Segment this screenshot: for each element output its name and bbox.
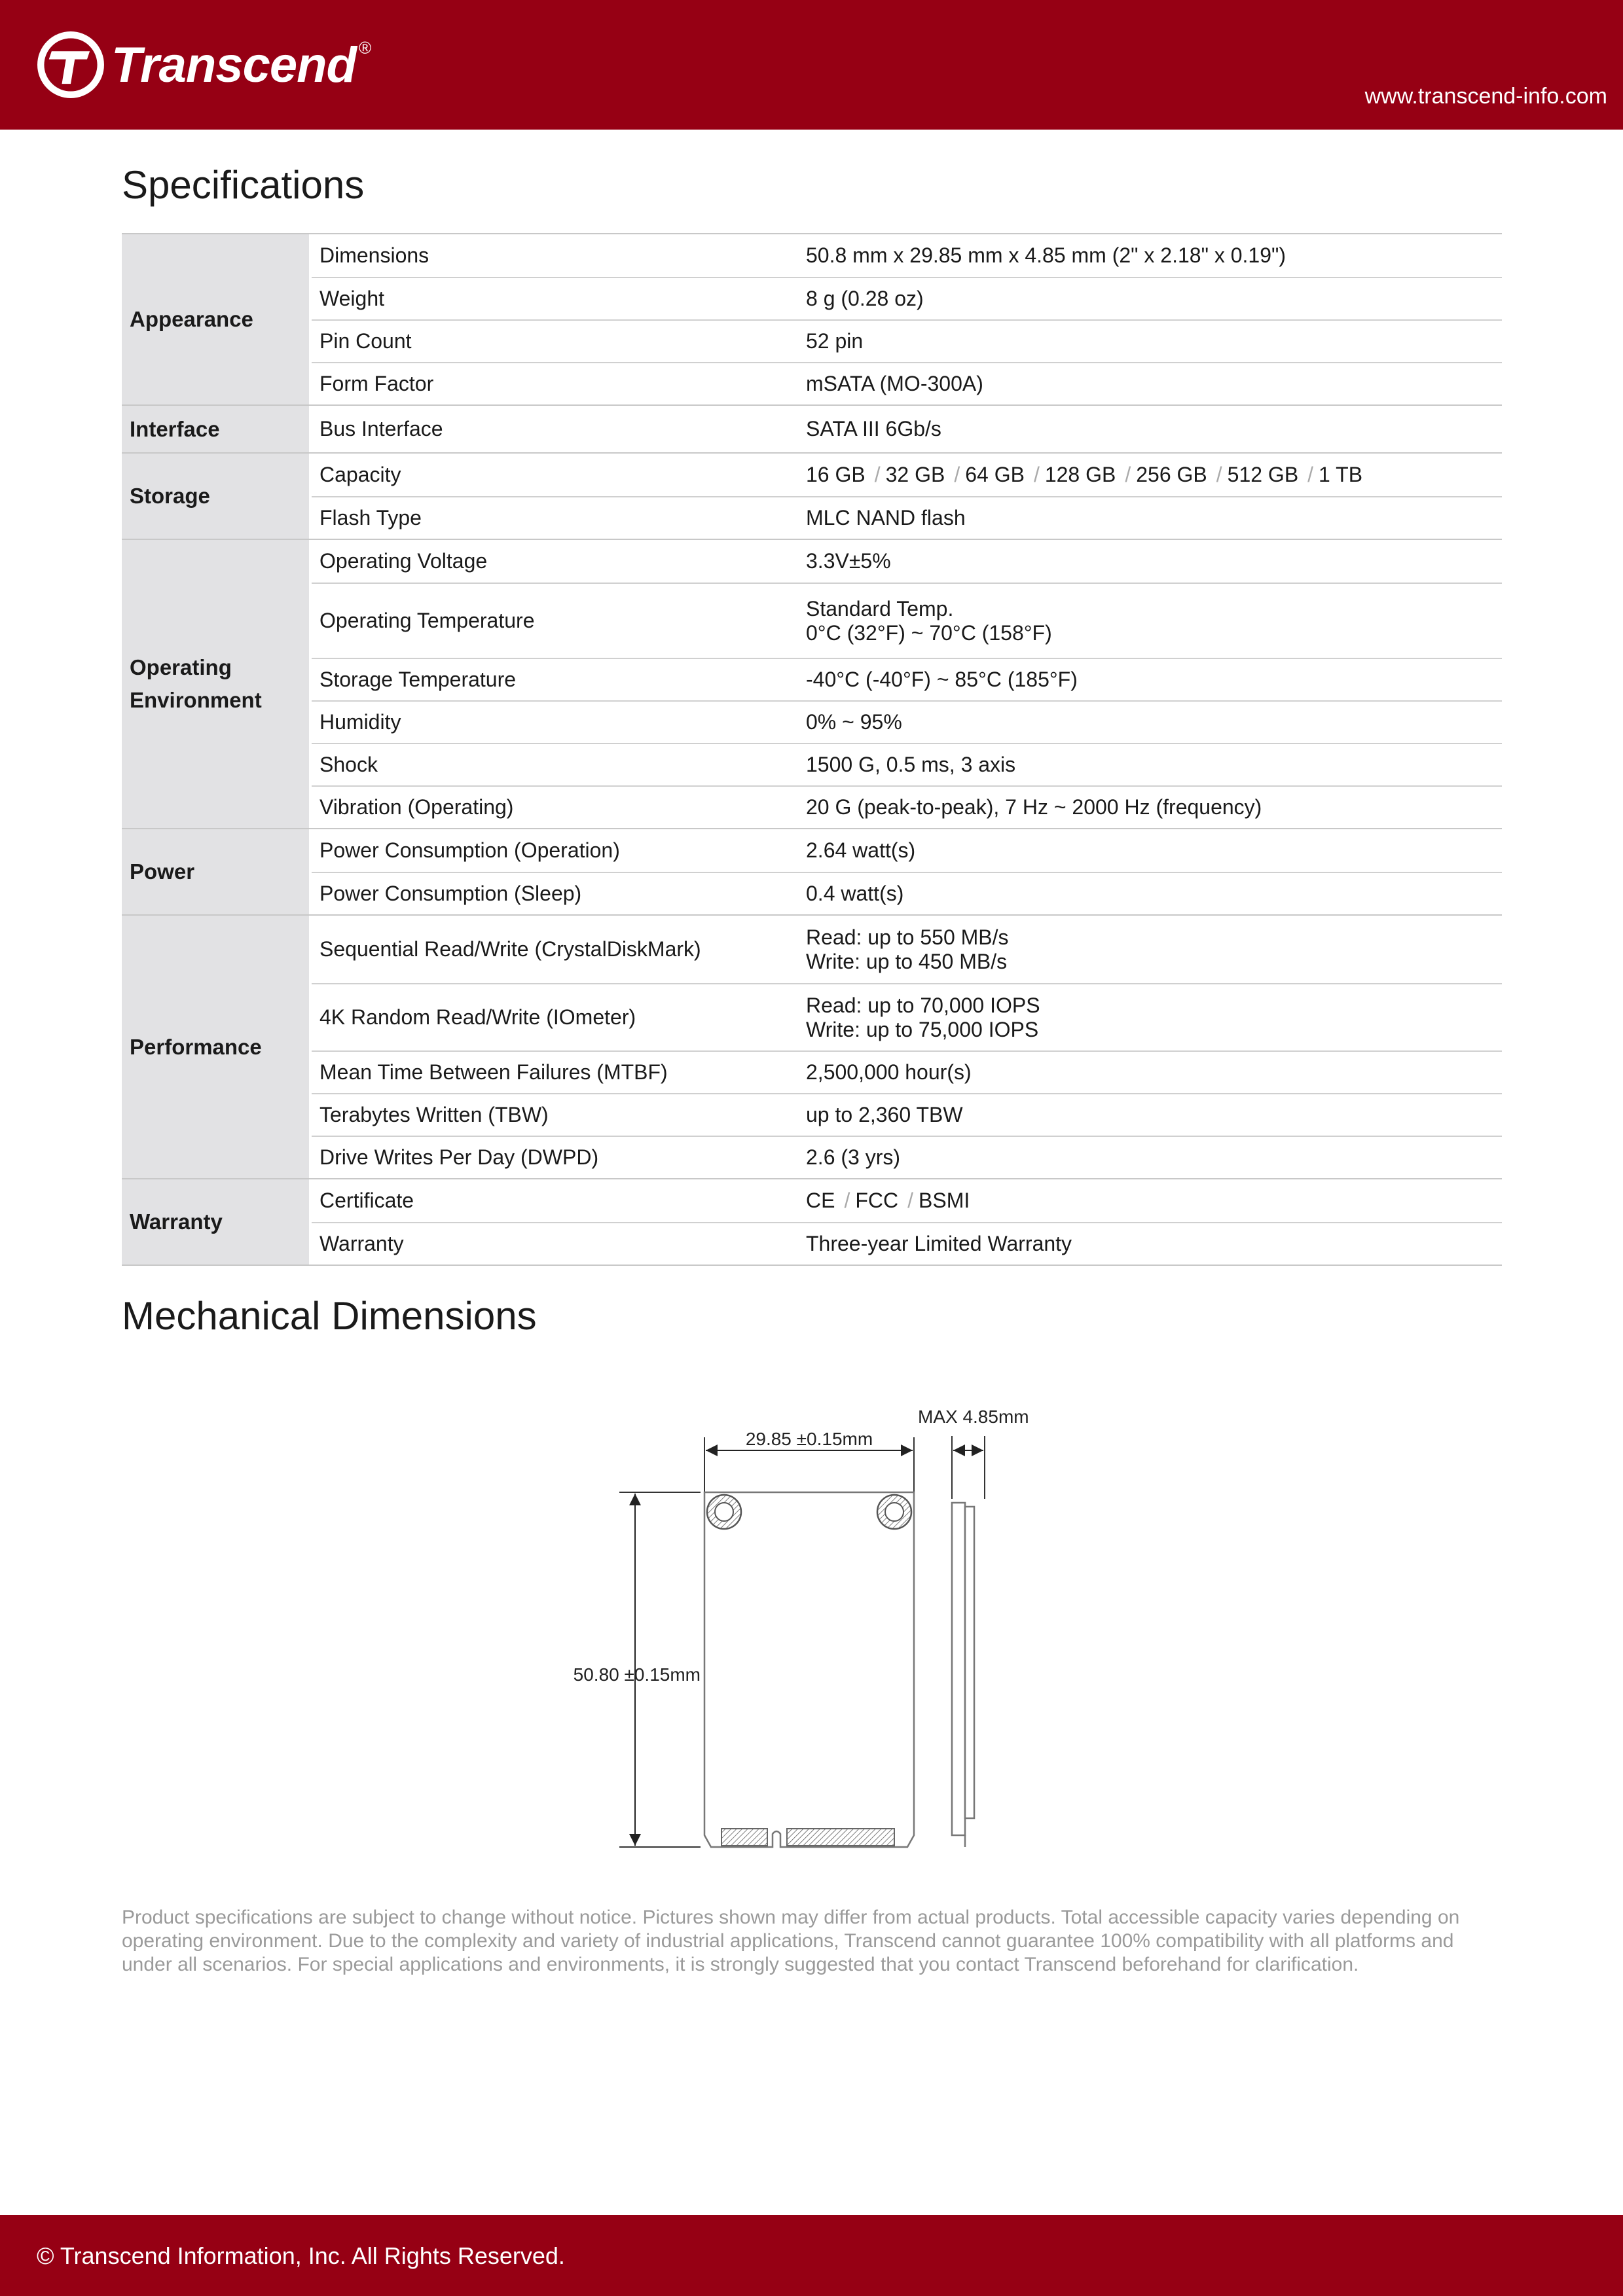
spec-label: Power Consumption (Operation) <box>319 838 620 862</box>
capacity-options <box>806 463 1502 487</box>
spec-value: 2.6 (3 yrs) <box>806 1145 901 1169</box>
spec-value: 1500 G, 0.5 ms, 3 axis <box>806 753 1016 776</box>
spec-row <box>312 1222 1502 1265</box>
registered-mark: ® <box>358 37 372 58</box>
spec-group-power <box>122 828 1502 914</box>
spec-row <box>312 319 1502 362</box>
card-front-outline <box>704 1492 914 1847</box>
spec-label: Operating Temperature <box>319 609 535 632</box>
spec-label: Dimensions <box>319 243 429 267</box>
spec-label: Certificate <box>319 1189 414 1212</box>
spec-value: 3.3V±5% <box>806 549 891 573</box>
thickness-dimension-label: MAX 4.85mm <box>918 1407 1029 1427</box>
separator: / <box>1033 463 1040 486</box>
spec-row <box>312 277 1502 319</box>
category-label <box>122 540 312 828</box>
category-label: Appearance <box>122 234 312 404</box>
spec-group-warranty <box>122 1178 1502 1266</box>
spec-value: SATA III 6Gb/s <box>806 417 941 440</box>
website-link[interactable]: www.transcend-info.com <box>1364 84 1607 109</box>
mounting-hole-left-inner <box>715 1503 733 1521</box>
spec-group-operating-environment <box>122 539 1502 828</box>
spec-value-line: Standard Temp. <box>806 596 954 620</box>
page-header <box>0 0 1623 130</box>
spec-value: 2.64 watt(s) <box>806 838 916 862</box>
separator: / <box>1125 463 1131 486</box>
certificate-list <box>806 1189 1502 1213</box>
separator: / <box>954 463 960 486</box>
spec-label: Capacity <box>319 463 401 486</box>
category-label: Interface <box>122 406 312 452</box>
capacity-option: 512 GB <box>1227 463 1299 486</box>
spec-group-performance <box>122 914 1502 1178</box>
brand-name: Transcend <box>111 37 356 93</box>
separator: / <box>1216 463 1222 486</box>
spec-row <box>312 496 1502 539</box>
spec-value: MLC NAND flash <box>806 506 966 529</box>
mechanical-drawing <box>537 1401 1061 1859</box>
spec-value: mSATA (MO-300A) <box>806 372 983 395</box>
spec-label: Sequential Read/Write (CrystalDiskMark) <box>319 937 701 961</box>
transcend-logo[interactable] <box>37 31 371 98</box>
spec-label: Weight <box>319 287 385 310</box>
spec-label: 4K Random Read/Write (IOmeter) <box>319 1005 636 1029</box>
spec-value: 52 pin <box>806 329 864 353</box>
spec-group-storage <box>122 452 1502 539</box>
copyright-text: © Transcend Information, Inc. All Rights Reserved. <box>37 2242 565 2269</box>
disclaimer-text: Product specifications are subject to change without notice. Pictures shown may differ from actual products. Total accessible capacity varies depending on operating environment. Due to the complexity and variety of industrial applications, Transcend cannot guarantee 100% compatibility with all platforms and under all scenarios. For special applications and environments, it is strongly suggested that you contact Transcend beforehand for clarification. <box>122 1907 1460 1975</box>
spec-value-line: Read: up to 550 MB/s <box>806 925 1009 949</box>
spec-label: Shock <box>319 753 378 776</box>
card-side-component <box>965 1507 974 1818</box>
spec-row <box>312 362 1502 404</box>
spec-label: Power Consumption (Sleep) <box>319 882 582 905</box>
capacity-option: 32 GB <box>885 463 945 486</box>
capacity-option: 16 GB <box>806 463 866 486</box>
spec-value <box>806 994 1502 1042</box>
spec-value <box>806 925 1502 974</box>
spec-value: up to 2,360 TBW <box>806 1103 963 1126</box>
spec-row <box>312 454 1502 496</box>
spec-row <box>312 829 1502 872</box>
spec-value: 8 g (0.28 oz) <box>806 287 924 310</box>
spec-label: Storage Temperature <box>319 668 517 691</box>
spec-value: 20 G (peak-to-peak), 7 Hz ~ 2000 Hz (frequency) <box>806 795 1262 819</box>
category-label: Power <box>122 829 312 914</box>
spec-group-appearance <box>122 233 1502 404</box>
transcend-emblem-icon <box>37 31 105 99</box>
spec-row <box>312 658 1502 700</box>
spec-row <box>312 743 1502 785</box>
spec-label: Operating Voltage <box>319 549 488 573</box>
spec-row <box>312 583 1502 658</box>
length-dimension-label: 50.80 ±0.15mm <box>573 1664 701 1685</box>
mechanical-dimensions-title: Mechanical Dimensions <box>122 1294 537 1338</box>
spec-row <box>312 1093 1502 1136</box>
spec-value: 2,500,000 hour(s) <box>806 1060 972 1084</box>
spec-label: Terabytes Written (TBW) <box>319 1103 549 1126</box>
category-label: Performance <box>122 916 312 1178</box>
spec-value <box>806 597 1502 645</box>
capacity-option: 128 GB <box>1044 463 1116 486</box>
spec-label: Flash Type <box>319 506 422 529</box>
spec-value-line: Write: up to 75,000 IOPS <box>806 1017 1039 1041</box>
spec-row <box>312 1179 1502 1222</box>
spec-row <box>312 872 1502 914</box>
width-dimension-label: 29.85 ±0.15mm <box>745 1429 873 1449</box>
spec-row <box>312 1136 1502 1178</box>
spec-value: 0.4 watt(s) <box>806 882 904 905</box>
category-label: Storage <box>122 454 312 539</box>
spec-label: Vibration (Operating) <box>319 795 514 819</box>
spec-row <box>312 700 1502 743</box>
spec-row <box>312 983 1502 1050</box>
separator: / <box>907 1189 913 1212</box>
edge-connector-left <box>721 1829 767 1846</box>
category-label: Warranty <box>122 1179 312 1265</box>
separator: / <box>1307 463 1314 486</box>
spec-value: 50.8 mm x 29.85 mm x 4.85 mm (2" x 2.18" x 0.19") <box>806 243 1286 267</box>
spec-label: Warranty <box>319 1232 404 1255</box>
specifications-table <box>122 233 1502 1266</box>
spec-label: Drive Writes Per Day (DWPD) <box>319 1145 599 1169</box>
spec-label: Pin Count <box>319 329 412 353</box>
capacity-option: 256 GB <box>1136 463 1207 486</box>
capacity-option: 64 GB <box>965 463 1025 486</box>
certificate-item: CE <box>806 1189 835 1212</box>
page-footer <box>0 2215 1623 2296</box>
spec-row <box>312 1050 1502 1093</box>
spec-group-interface <box>122 404 1502 452</box>
spec-label: Form Factor <box>319 372 434 395</box>
separator: / <box>844 1189 850 1212</box>
certificate-item: BSMI <box>919 1189 970 1212</box>
certificate-item: FCC <box>855 1189 899 1212</box>
spec-row <box>312 785 1502 828</box>
spec-value-line: Write: up to 450 MB/s <box>806 949 1008 973</box>
spec-row <box>312 540 1502 583</box>
spec-label: Bus Interface <box>319 417 443 440</box>
spec-row <box>312 234 1502 277</box>
capacity-option: 1 TB <box>1319 463 1363 486</box>
spec-row <box>312 916 1502 983</box>
spec-value: 0% ~ 95% <box>806 710 902 734</box>
card-side-board <box>952 1503 965 1835</box>
specifications-title: Specifications <box>122 163 365 207</box>
spec-value-line: 0°C (32°F) ~ 70°C (158°F) <box>806 620 1052 645</box>
edge-connector-right <box>787 1829 894 1846</box>
spec-value: -40°C (-40°F) ~ 85°C (185°F) <box>806 668 1078 691</box>
mounting-hole-right-inner <box>885 1503 903 1521</box>
spec-label: Mean Time Between Failures (MTBF) <box>319 1060 668 1084</box>
separator: / <box>874 463 881 486</box>
spec-value: Three-year Limited Warranty <box>806 1232 1072 1255</box>
category-label-line: Operating <box>130 655 232 679</box>
spec-value-line: Read: up to 70,000 IOPS <box>806 993 1040 1017</box>
spec-row <box>312 406 1502 452</box>
category-label-line: Environment <box>130 688 262 712</box>
spec-label: Humidity <box>319 710 401 734</box>
